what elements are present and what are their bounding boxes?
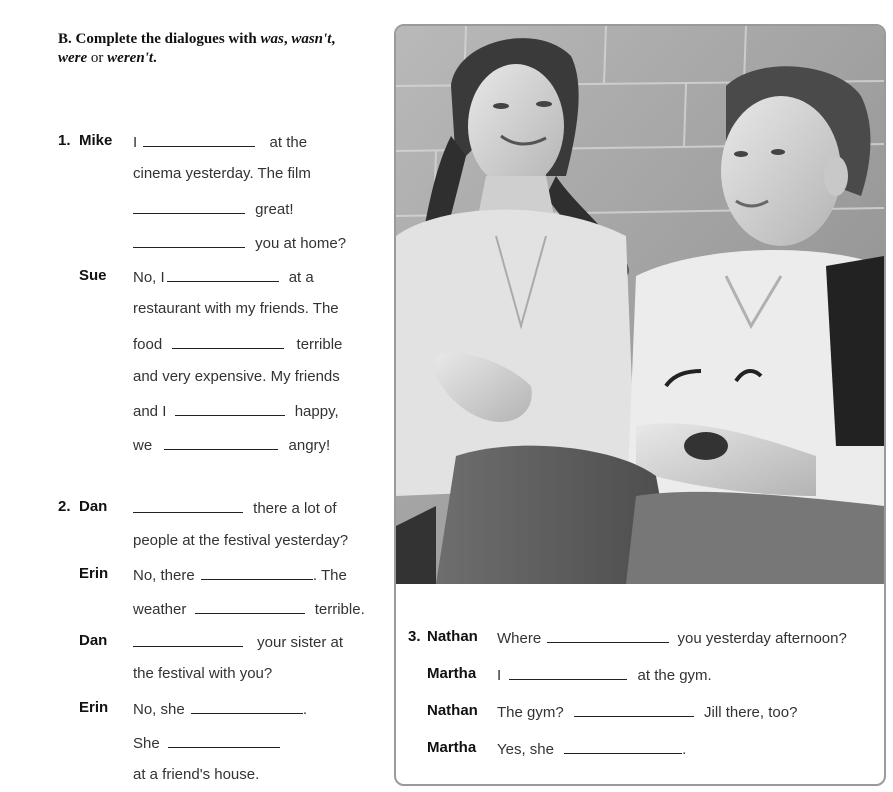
- dialogue-line: [133, 132, 307, 151]
- dialogue-line: [133, 267, 314, 286]
- dialogue-line: [133, 199, 294, 218]
- dialogue-line: [133, 334, 342, 353]
- dialogue-line: and very expensive. My friends: [133, 368, 340, 385]
- answer-blank[interactable]: [509, 665, 627, 680]
- heading-word-werent: weren't: [107, 50, 154, 66]
- answer-blank[interactable]: [172, 334, 284, 349]
- dialogue-line: [133, 599, 365, 618]
- speaker-dan: Dan: [79, 498, 108, 515]
- line-text: happy,: [294, 403, 339, 420]
- line-text: She: [133, 735, 160, 752]
- answer-blank[interactable]: [133, 498, 243, 513]
- heading-word-were: were: [58, 50, 88, 66]
- answer-blank[interactable]: [564, 739, 682, 754]
- line-text: we: [133, 437, 153, 454]
- speaker-dan: Dan: [79, 632, 108, 649]
- line-text: I: [497, 667, 502, 684]
- dialogue-line: cinema yesterday. The film: [133, 165, 311, 182]
- speaker-erin: Erin: [79, 699, 109, 716]
- dialogue-line: [133, 699, 307, 718]
- dialogue-line: [133, 498, 337, 517]
- dialogue-line: [133, 565, 347, 584]
- speaker-mike: Mike: [79, 132, 113, 149]
- answer-blank[interactable]: [164, 435, 278, 450]
- line-text: great!: [255, 201, 294, 218]
- line-text: and I: [133, 403, 167, 420]
- dialogue-line: [497, 702, 797, 721]
- line-text: there a lot of: [253, 500, 337, 517]
- dialogue-number: 1.: [58, 132, 71, 149]
- dialogue-line: [497, 628, 847, 647]
- heading-word-wasnt: wasn't: [291, 31, 332, 47]
- exercise-heading: [58, 30, 335, 68]
- line-text: you at home?: [255, 235, 347, 252]
- heading-text: B. Complete the dialogues with: [58, 31, 261, 47]
- speaker-erin: Erin: [79, 565, 109, 582]
- answer-blank[interactable]: [143, 132, 255, 147]
- answer-blank[interactable]: [175, 401, 285, 416]
- heading-sep: ,: [283, 31, 292, 47]
- line-text: I: [133, 134, 138, 151]
- line-text: weather: [133, 601, 187, 618]
- line-text: No, I: [133, 269, 165, 286]
- dialogue-line: [133, 233, 346, 252]
- line-text: terrible: [296, 336, 343, 353]
- answer-blank[interactable]: [133, 199, 245, 214]
- speaker-martha: Martha: [427, 665, 477, 682]
- line-text: The gym?: [497, 704, 564, 721]
- speaker-nathan: Nathan: [427, 628, 478, 645]
- answer-blank[interactable]: [133, 233, 245, 248]
- answer-blank[interactable]: [201, 565, 313, 580]
- line-text: you yesterday afternoon?: [677, 630, 847, 647]
- line-text: No, she: [133, 701, 185, 718]
- dialogue-line: [497, 739, 686, 758]
- speaker-martha: Martha: [427, 739, 477, 756]
- line-text: .: [682, 741, 687, 758]
- speaker-sue: Sue: [79, 267, 107, 284]
- heading-sep: .: [153, 50, 157, 66]
- line-text: . The: [312, 567, 347, 584]
- dialogue-number: 3.: [408, 628, 421, 645]
- speaker-nathan: Nathan: [427, 702, 478, 719]
- answer-blank[interactable]: [191, 699, 303, 714]
- dialogue-line: [133, 401, 339, 420]
- dialogue-line: at a friend's house.: [133, 766, 260, 783]
- answer-blank[interactable]: [168, 733, 280, 748]
- line-text: Where: [497, 630, 542, 647]
- line-text: at a: [288, 269, 314, 286]
- line-text: food: [133, 336, 163, 353]
- dialogue-line: [497, 665, 712, 684]
- couple-photo: [396, 26, 884, 584]
- line-text: at the gym.: [637, 667, 712, 684]
- heading-or: or: [87, 50, 108, 66]
- line-text: No, there: [133, 567, 195, 584]
- line-text: angry!: [288, 437, 331, 454]
- dialogue-line: people at the festival yesterday?: [133, 532, 349, 549]
- line-text: at the: [269, 134, 308, 151]
- answer-blank[interactable]: [167, 267, 279, 282]
- dialogue-line: restaurant with my friends. The: [133, 300, 339, 317]
- dialogue-line: [133, 733, 280, 752]
- line-text: .: [302, 701, 308, 718]
- dialogue-line: the festival with you?: [133, 665, 273, 682]
- answer-blank[interactable]: [195, 599, 305, 614]
- line-text: Jill there, too?: [704, 704, 798, 721]
- answer-blank[interactable]: [547, 628, 669, 643]
- dialogue-line: [133, 435, 330, 454]
- heading-sep: ,: [331, 31, 336, 47]
- line-text: terrible.: [314, 601, 365, 618]
- line-text: Yes, she: [497, 741, 554, 758]
- answer-blank[interactable]: [574, 702, 694, 717]
- answer-blank[interactable]: [133, 632, 243, 647]
- dialogue-number: 2.: [58, 498, 71, 515]
- heading-word-was: was: [260, 31, 284, 47]
- line-text: your sister at: [257, 634, 344, 651]
- dialogue-line: [133, 632, 343, 651]
